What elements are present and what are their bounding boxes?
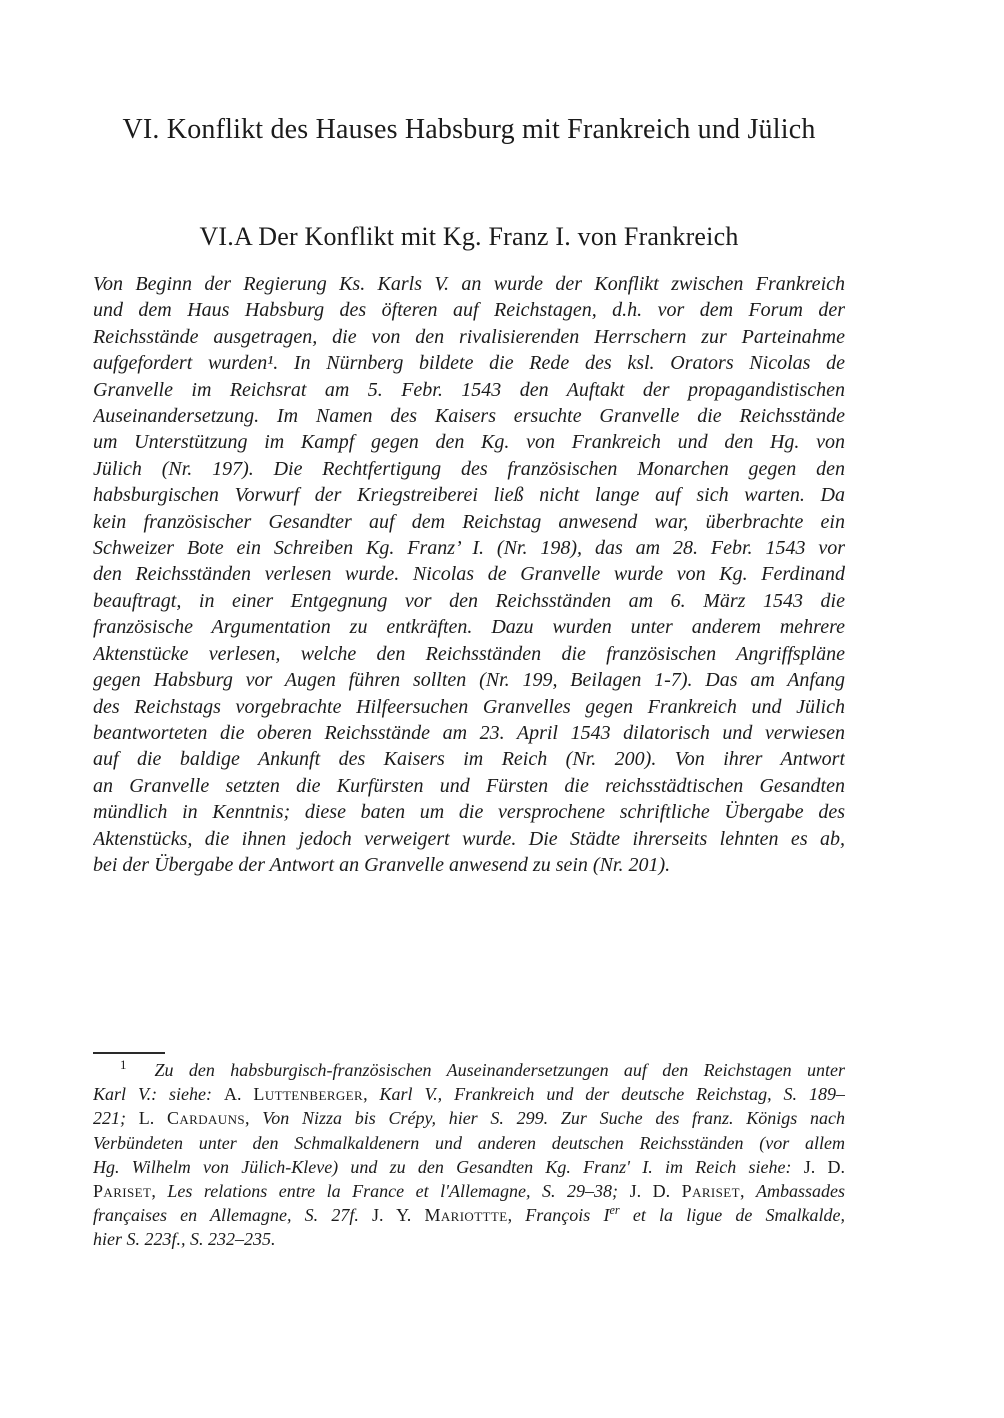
footnote-segment: Luttenberger bbox=[253, 1084, 364, 1105]
paragraph-line: habsburgischen Vorwurf der Kriegstreiberei ließ nicht lange auf sich warten. Da bbox=[93, 484, 845, 507]
footnote-line bbox=[93, 1203, 845, 1227]
paragraph-line: französische Argumentation zu entkräften. Dazu wurden unter anderem mehrere bbox=[93, 616, 845, 639]
paragraph-line: an Granvelle setzten die Kurfürsten und Fürsten die reichsstädtischen Gesandten bbox=[93, 774, 845, 797]
paragraph-line: aufgefordert wurden¹. In Nürnberg bildete die Rede des ksl. Orators Nicolas de bbox=[93, 352, 845, 375]
section-heading: VI.A Der Konflikt mit Kg. Franz I. von Frankreich bbox=[199, 222, 739, 251]
footnote-segment: J. D. bbox=[803, 1156, 845, 1177]
footnote-segment: Hg. Wilhelm von Jülich-Kleve) und zu den Gesandten Kg. Franz' I. im Reich siehe: bbox=[93, 1156, 804, 1177]
footnote-segment: A. bbox=[223, 1084, 254, 1105]
footnote-segment: hier S. 223f., S. 232–235. bbox=[93, 1229, 276, 1250]
paragraph-line: auf die baldige Ankunft des Kaisers im Reich (Nr. 200). Von ihrer Antwort bbox=[93, 748, 845, 771]
paragraph-line: Von Beginn der Regierung Ks. Karls V. an wurde der Konflikt zwischen Frankreich bbox=[93, 273, 845, 295]
footnote-line bbox=[93, 1155, 845, 1179]
paragraph-line: beauftragt, in einer Entgegnung vor den Reichsständen am 6. März 1543 die bbox=[93, 589, 845, 612]
paragraph-line: mündlich in Kenntnis; diese baten um die versprochene schriftliche Übergabe des bbox=[93, 801, 845, 824]
paragraph-line: um Unterstützung im Kampf gegen den Kg. von Frankreich und den Hg. von bbox=[93, 431, 845, 454]
footnote-segment: Les relations entre la France et l'Allemagne, S. 29–38; bbox=[167, 1181, 630, 1202]
paragraph-line: beantworteten die oberen Reichsstände am 23. April 1543 dilatorisch und verwiesen bbox=[93, 721, 845, 744]
footnote-segment: L. bbox=[138, 1108, 167, 1129]
paragraph-line: des Reichstags vorgebrachte Hilfeersuchen Granvelles gegen Frankreich und Jülich bbox=[93, 695, 845, 718]
footnote-segment: Mariottte bbox=[424, 1205, 508, 1226]
footnote-segment: , bbox=[739, 1181, 756, 1202]
footnote-segment: Karl V., Frankreich und der deutsche Reichstag, S. 189– bbox=[379, 1084, 845, 1105]
footnote-line bbox=[93, 1131, 845, 1155]
footnote-segment: et la ligue de Smalkalde, bbox=[619, 1205, 845, 1226]
paragraph-line: kein französischer Gesandter auf dem Reichstag anwesend war, überbrachte ein bbox=[93, 510, 845, 533]
footnote-line bbox=[93, 1082, 845, 1106]
footnote-segment: er bbox=[609, 1203, 620, 1218]
footnote-segment: Karl V.: siehe: bbox=[93, 1084, 224, 1105]
paragraph-line: gegen Habsburg vor Augen führen sollten (Nr. 199, Beilagen 1-7). Das am Anfang bbox=[93, 669, 845, 692]
footnote-text bbox=[93, 1058, 845, 1252]
footnote-segment: Ambassades bbox=[756, 1181, 845, 1202]
footnote-line-with-marker bbox=[93, 1058, 845, 1082]
paragraph-line: Granvelle im Reichsrat am 5. Febr. 1543 den Auftakt der propagandistischen bbox=[93, 378, 845, 401]
paragraph-line: Schweizer Bote ein Schreiben Kg. Franz’ I. (Nr. 198), das am 28. Febr. 1543 vor bbox=[93, 537, 845, 560]
footnote-segment: , bbox=[151, 1181, 168, 1202]
paragraph-line: Aktenstücke verlesen, welche den Reichsständen die französischen Angriffspläne bbox=[93, 642, 845, 665]
footnote-segment: Von Nizza bis Crépy, hier S. 299. Zur Suche des franz. Königs nach bbox=[262, 1108, 845, 1129]
paragraph-line: Aktenstücks, die ihnen jedoch verweigert wurde. Die Städte ihrerseits lehnten es ab, bbox=[93, 827, 845, 850]
paragraph-line: und dem Haus Habsburg des öfteren auf Reichstagen, d.h. vor dem Forum der bbox=[93, 299, 845, 322]
footnote-segment: , bbox=[507, 1205, 526, 1226]
footnote-segment: françaises en Allemagne, S. 27f. bbox=[93, 1205, 373, 1226]
footnote-marker: 1 bbox=[120, 1058, 127, 1072]
footnote-separator-rule bbox=[93, 1052, 165, 1054]
paragraph-line: den Reichsständen verlesen wurde. Nicolas de Granvelle wurde von Kg. Ferdinand bbox=[93, 563, 845, 586]
footnote-segment: , bbox=[245, 1108, 263, 1129]
footnote-segment: François I bbox=[525, 1205, 610, 1226]
footnote-segment: Cardauns bbox=[166, 1108, 246, 1129]
footnote-segment: Pariset bbox=[93, 1181, 152, 1202]
footnote-segment: 221; bbox=[93, 1108, 139, 1129]
footnote-segment: J. D. bbox=[629, 1181, 682, 1202]
footnote-segment: Verbündeten unter den Schmalkaldenern und anderen deutschen Reichsständen (vor allem bbox=[93, 1132, 845, 1153]
paragraph-line: bei der Übergabe der Antwort an Granvelle anwesend zu sein (Nr. 201). bbox=[93, 853, 671, 876]
footnote-segment: , bbox=[363, 1084, 380, 1105]
footnote-segment: Zu den habsburgisch-französischen Auseinandersetzungen auf den Reichstagen unter bbox=[154, 1060, 845, 1080]
footnote-line bbox=[93, 1227, 845, 1251]
paragraph-line: Auseinandersetzung. Im Namen des Kaisers ersuchte Granvelle die Reichsstände bbox=[93, 405, 845, 428]
footnote-segment: Pariset bbox=[681, 1181, 740, 1202]
chapter-heading: VI. Konflikt des Hauses Habsburg mit Frankreich und Jülich bbox=[122, 114, 816, 145]
paragraph-line: Jülich (Nr. 197). Die Rechtfertigung des französischen Monarchen gegen den bbox=[93, 457, 845, 480]
footnote-line bbox=[93, 1179, 845, 1203]
footnote-line bbox=[93, 1106, 845, 1130]
paragraph-line: Reichsstände ausgetragen, die von den rivalisierenden Herrschern zur Parteinahme bbox=[93, 325, 845, 348]
paragraph bbox=[93, 271, 845, 878]
footnote-segment: J. Y. bbox=[372, 1205, 425, 1226]
